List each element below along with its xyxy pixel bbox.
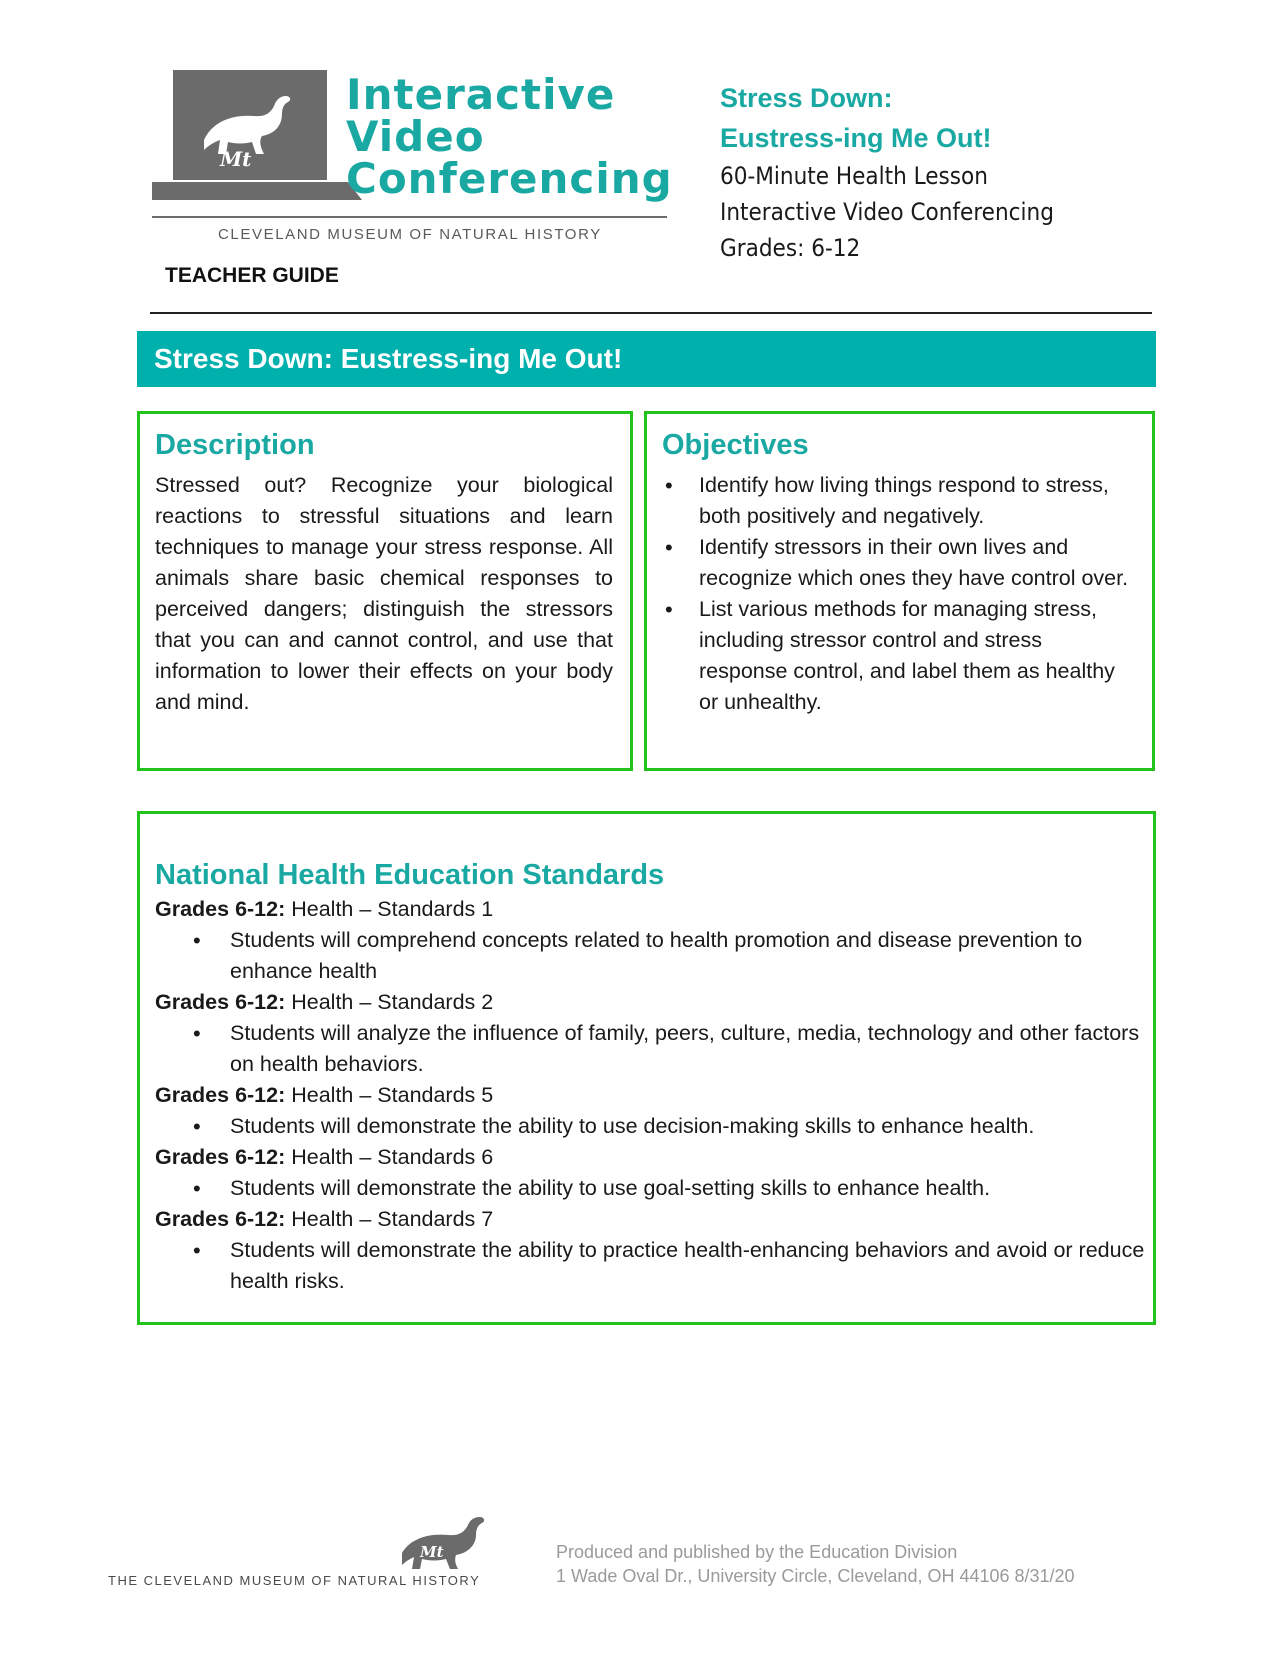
objective-item: • Identify stressors in their own lives and recognize which ones they have control over. bbox=[662, 532, 1132, 594]
teacher-guide-label: TEACHER GUIDE bbox=[165, 264, 339, 287]
standard-grade: Grades 6-12: bbox=[155, 990, 286, 1014]
objective-item: • Identify how living things respond to stress, both positively and negatively. bbox=[662, 470, 1132, 532]
standard-group bbox=[155, 894, 1145, 987]
lesson-title-line1: Stress Down: bbox=[720, 83, 893, 113]
standard-item: • Students will demonstrate the ability to practice health-enhancing behaviors and avoid or reduce health risks. bbox=[155, 1235, 1145, 1297]
standard-label: Health – Standards 2 bbox=[285, 990, 494, 1014]
standard-grade: Grades 6-12: bbox=[155, 1145, 286, 1169]
standard-grade-line bbox=[155, 1142, 1145, 1173]
logo-title bbox=[346, 70, 673, 203]
svg-text:Mt: Mt bbox=[220, 147, 252, 171]
standards-heading: National Health Education Standards bbox=[155, 859, 665, 891]
lesson-grades: Grades: 6-12 bbox=[720, 234, 861, 262]
lesson-title-line2: Eustress-ing Me Out! bbox=[720, 123, 992, 153]
standard-group bbox=[155, 1142, 1145, 1204]
logo-title-line: Interactive bbox=[346, 70, 616, 119]
lesson-format: Interactive Video Conferencing bbox=[720, 198, 1054, 226]
footer-museum-name: THE CLEVELAND MUSEUM OF NATURAL HISTORY bbox=[108, 1573, 481, 1588]
dinosaur-icon bbox=[398, 1515, 498, 1571]
standard-grade: Grades 6-12: bbox=[155, 897, 286, 921]
footer-museum-logo bbox=[108, 1515, 508, 1590]
standards-box bbox=[137, 811, 1156, 1325]
standard-label: Health – Standards 7 bbox=[285, 1207, 494, 1231]
description-heading: Description bbox=[155, 429, 315, 461]
standard-group bbox=[155, 1204, 1145, 1297]
standard-grade-line bbox=[155, 1080, 1145, 1111]
standard-grade-line bbox=[155, 987, 1145, 1018]
standard-label: Health – Standards 5 bbox=[285, 1083, 494, 1107]
lesson-header bbox=[720, 78, 1054, 266]
logo-divider bbox=[152, 216, 667, 218]
standard-label: Health – Standards 1 bbox=[285, 897, 494, 921]
standard-item: • Students will analyze the influence of family, peers, culture, media, technology and other factors on health behaviors. bbox=[155, 1018, 1145, 1080]
description-box bbox=[137, 411, 633, 771]
header-divider bbox=[150, 312, 1152, 314]
objectives-list bbox=[662, 470, 1132, 718]
logo-subtitle: CLEVELAND MUSEUM OF NATURAL HISTORY bbox=[218, 226, 602, 243]
standard-grade-line bbox=[155, 1204, 1145, 1235]
standard-grade: Grades 6-12: bbox=[155, 1083, 286, 1107]
standard-grade-line bbox=[155, 894, 1145, 925]
standard-group bbox=[155, 987, 1145, 1080]
objective-item: • List various methods for managing stress, including stressor control and stress response control, and label them as healthy or unhealthy. bbox=[662, 594, 1132, 718]
objectives-heading: Objectives bbox=[662, 429, 809, 461]
logo-title-line: Conferencing bbox=[346, 154, 673, 203]
standard-item: • Students will demonstrate the ability to use goal-setting skills to enhance health. bbox=[155, 1173, 1145, 1204]
standard-group bbox=[155, 1080, 1145, 1142]
title-banner bbox=[137, 331, 1156, 387]
standard-label: Health – Standards 6 bbox=[285, 1145, 494, 1169]
lesson-duration: 60-Minute Health Lesson bbox=[720, 162, 988, 190]
dinosaur-monitor-icon bbox=[152, 70, 362, 210]
standard-item: • Students will comprehend concepts related to health promotion and disease prevention to enhance health bbox=[155, 925, 1145, 987]
banner-title: Stress Down: Eustress-ing Me Out! bbox=[154, 343, 623, 374]
standard-grade: Grades 6-12: bbox=[155, 1207, 286, 1231]
description-text: Stressed out? Recognize your biological reactions to stressful situations and learn techniques to manage your stress response. All animals share basic chemical responses to perceived dangers; distinguish the stressors that you can and cannot control, and use that information to lower their effects on your body and mind. bbox=[155, 473, 613, 714]
svg-text:Mt: Mt bbox=[420, 1543, 444, 1561]
ivc-logo bbox=[152, 70, 672, 260]
footer-line1: Produced and published by the Education Division bbox=[556, 1542, 958, 1562]
footer-address: 1 Wade Oval Dr., University Circle, Cleveland, OH 44106 8/31/20 bbox=[556, 1566, 1075, 1586]
objectives-box bbox=[644, 411, 1155, 771]
standard-item: • Students will demonstrate the ability to use decision-making skills to enhance health. bbox=[155, 1111, 1145, 1142]
footer-publisher bbox=[556, 1540, 1075, 1588]
logo-title-line: Video bbox=[346, 112, 485, 161]
